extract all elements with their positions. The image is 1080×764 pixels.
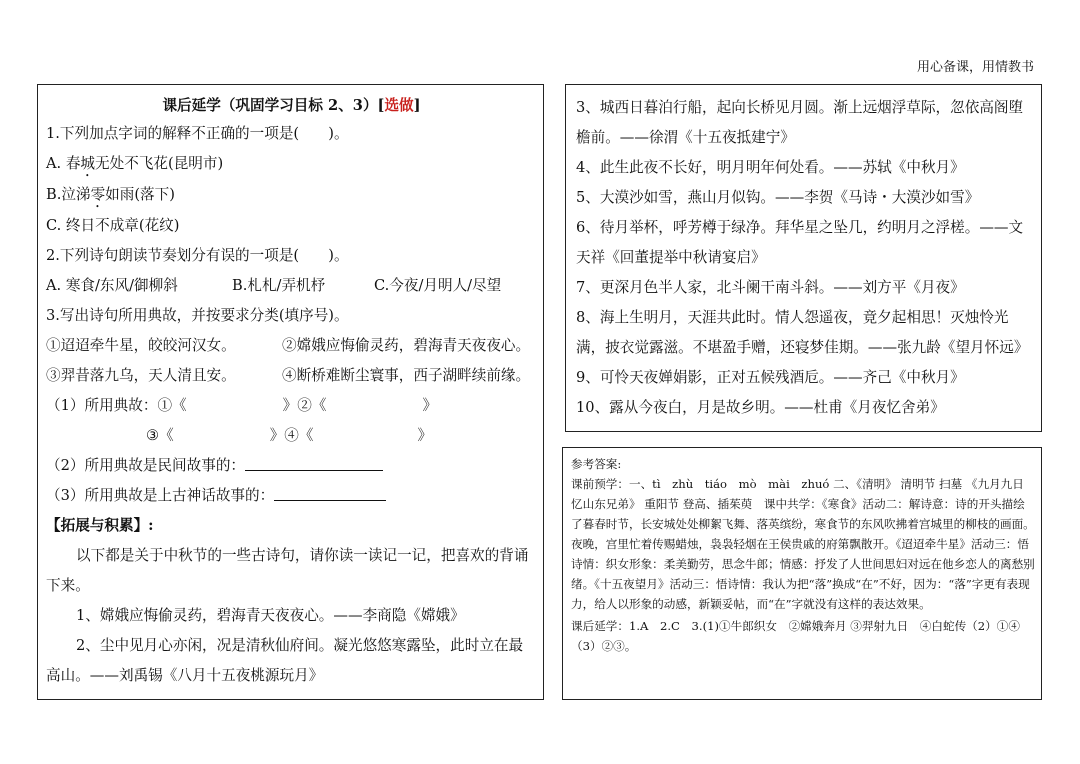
poem-6: 6、待月举杯，呼芳樽于绿净。拜华星之坠几，约明月之浮槎。——文天祥《回董提举中秋请宴启》 — [576, 219, 1024, 266]
question-2-stem: 2.下列诗句朗读节奏划分有误的一项是( )。 — [46, 247, 349, 264]
q3-p3-blank[interactable] — [274, 486, 386, 501]
q1-b-prefix: B.泣涕 — [46, 186, 91, 203]
q3-p2-blank[interactable] — [245, 456, 383, 471]
answer-title: 参考答案: — [571, 457, 622, 471]
q3-p1-sep2: 》④《 — [269, 427, 314, 444]
q1-a-prefix: A. 春 — [46, 155, 81, 172]
q2-option-a: A. 寒食/东风/御柳斜 — [46, 277, 178, 294]
q3-items-row-1 — [46, 331, 537, 361]
q3-item-1: ①迢迢牵牛星，皎皎河汉女。 — [46, 337, 236, 354]
q2-option-b: B.札札/弄机杼 — [232, 277, 326, 294]
poem-7: 7、更深月色半人家，北斗阑干南斗斜。——刘方平《月夜》 — [576, 279, 965, 296]
title-text: 课后延学（巩固学习目标 2、3）[ — [162, 97, 385, 114]
poem-8: 8、海上生明月，天涯共此时。情人怨遥夜，竟夕起相思！灭烛怜光满，披衣觉露滋。不堪盈手赠，还寝梦佳期。——张九龄《望月怀远》 — [576, 309, 1029, 356]
poem-9: 9、可怜天夜婵娟影，正对五候残酒卮。——齐己《中秋月》 — [576, 369, 965, 386]
q3-item-4: ④断桥难断尘寰事，西子湖畔续前缘。 — [282, 367, 531, 384]
header-motto: 用心备课，用情教书 — [916, 60, 1034, 75]
poem-4: 4、此生此夜不长好，明月明年何处看。——苏轼《中秋月》 — [576, 159, 965, 176]
poem-10: 10、露从今夜白，月是故乡明。——杜甫《月夜忆舍弟》 — [576, 399, 945, 416]
poem-5: 5、大漠沙如雪，燕山月似钩。——李贺《马诗・大漠沙如雪》 — [576, 189, 980, 206]
q1-a-dotted: 城 — [80, 155, 96, 172]
answer-body-after-class: 课后延学：1.A 2.C 3.(1)①牛郎织女 ②嫦娥奔月 ③羿射九日 ④白蛇传（2）①④（3）②③。 — [571, 619, 1020, 653]
q2-options — [46, 271, 537, 301]
poem-1: 1、嫦娥应悔偷灵药，碧海青天夜夜心。——李商隐《嫦娥》 — [76, 607, 465, 624]
q3-part-1-line-1 — [46, 391, 537, 421]
q1-option-b — [46, 180, 537, 211]
after-class-section — [37, 84, 544, 700]
q1-option-c: C. 终日不成章(花纹) — [46, 217, 180, 234]
q3-item-3: ③羿昔落九乌，天人清且安。 — [46, 367, 236, 384]
q3-items-row-2 — [46, 361, 537, 391]
q1-b-rest: 如雨(落下) — [105, 186, 175, 203]
title-bracket: ] — [413, 97, 421, 114]
q3-p1-item3: ③《 — [146, 427, 174, 444]
poem-3: 3、城西日暮泊行船，起向长桥见月圆。渐上远烟浮草际，忽依高阁堕檐前。——徐渭《十五夜抵建宁》 — [576, 99, 1024, 146]
section-title — [46, 93, 537, 119]
optional-tag: 选做 — [384, 97, 414, 114]
q3-p1-close: 》 — [422, 397, 438, 414]
poem-list-section — [565, 84, 1042, 432]
question-1-stem: 1.下列加点字词的解释不正确的一项是( )。 — [46, 125, 349, 142]
q3-p3-label: （3）所用典故是上古神话故事的： — [46, 487, 275, 504]
q3-p1-sep: 》②《 — [282, 397, 327, 414]
q1-b-dotted: 零 — [90, 186, 106, 203]
question-3-stem: 3.写出诗句所用典故，并按要求分类(填序号)。 — [46, 307, 349, 324]
q3-part-3 — [46, 481, 537, 511]
answer-key-section — [562, 447, 1042, 700]
q1-option-a — [46, 149, 537, 180]
q2-option-c: C.今夜/月明人/尽望 — [374, 277, 502, 294]
q3-part-2 — [46, 451, 537, 481]
answer-body-pre-class: 课前预学：一、tì zhù tiáo mò mài zhuó 二、《清明》 清明节 扫墓 《九月九日忆山东兄弟》 重阳节 登高、插茱萸 课中共学：《寒食》活动二：解诗意：诗的开头描绘了暮春时节，长安城处处柳絮飞舞、落英缤纷，寒食节的东风吹拂着宫城里的柳枝的画面。 夜晚，宫里忙着传赐蜡烛，袅袅轻烟在王侯贵戚的府第飘散开。《迢迢牵牛星》活动三：悟诗情：织女形象：柔美勤劳，思念牛郎；情感：抒发了人世间思妇对远在他乡恋人的离愁别绪。《十五夜望月》活动三：悟诗情：我认为把“落”换成“在”不好，因为：“落”字更有表现力，给人以形象的动感，新颖妥帖，而“在”字就没有这样的表达效果。 — [571, 477, 1041, 611]
q1-a-rest: 无处不飞花(昆明市) — [95, 155, 224, 172]
extension-title: 【拓展与积累】: — [46, 517, 154, 534]
extension-intro: 以下都是关于中秋节的一些古诗句，请你读一读记一记，把喜欢的背诵下来。 — [46, 547, 529, 594]
poem-2: 2、尘中见月心亦闲，况是清秋仙府间。凝光悠悠寒露坠，此时立在最高山。——刘禹锡《八月十五夜桃源玩月》 — [46, 637, 524, 684]
q3-item-2: ②嫦娥应悔偷灵药，碧海青天夜夜心。 — [282, 337, 531, 354]
q3-p1-label: （1）所用典故：①《 — [46, 397, 187, 414]
q3-p1-close2: 》 — [417, 427, 433, 444]
q3-part-1-line-2 — [46, 421, 537, 451]
q3-p2-label: （2）所用典故是民间故事的： — [46, 457, 246, 474]
